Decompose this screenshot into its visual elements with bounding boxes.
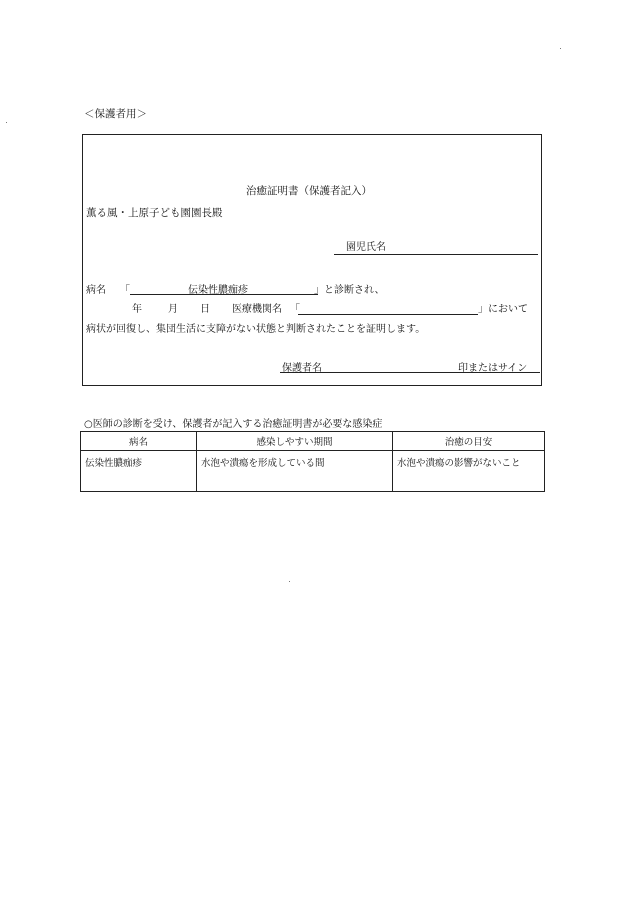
scan-speck <box>560 48 561 49</box>
day-label: 日 <box>200 304 210 315</box>
header-label: ＜保護者用＞ <box>84 108 147 120</box>
disease-open-bracket: 「 <box>120 285 130 296</box>
child-name-line <box>334 254 538 255</box>
institution-open-bracket: 「 <box>290 304 300 315</box>
table-row <box>81 451 545 492</box>
diagnosed-text: 」と診断され、 <box>314 285 385 296</box>
header-period: 感染しやすい期間 <box>197 432 393 451</box>
header-guideline: 治癒の目安 <box>393 432 545 451</box>
infection-table <box>80 431 545 492</box>
child-name-label: 園児氏名 <box>346 242 386 253</box>
certificate-box <box>82 134 542 386</box>
disease-name: 伝染性膿痂疹 <box>188 285 248 296</box>
scan-speck <box>289 581 290 582</box>
disease-underline <box>130 294 318 295</box>
scan-speck <box>6 122 7 123</box>
guardian-line <box>280 372 540 373</box>
cell-period: 水泡や潰瘍を形成している間 <box>197 451 393 492</box>
infection-note: ○医師の診断を受け、保護者が記入する治癒証明書が必要な感染症 <box>84 419 383 430</box>
institution-underline <box>298 314 478 315</box>
certificate-title: 治癒証明書（保護者記入） <box>246 185 372 197</box>
cell-guideline-text: 水泡や潰瘍の影響がないこと <box>397 458 521 469</box>
statement-text: 病状が回復し、集団生活に支障がない状態と判断されたことを証明します。 <box>86 324 426 335</box>
cell-guideline <box>393 451 545 492</box>
guardian-label: 保護者名 <box>282 363 322 374</box>
header-disease: 病名 <box>81 432 197 451</box>
cell-disease: 伝染性膿痂疹 <box>81 451 197 492</box>
institution-close-text: 」において <box>478 304 528 315</box>
disease-label: 病名 <box>86 285 106 296</box>
table-header-row <box>81 432 545 451</box>
institution-label: 医療機関名 <box>232 304 282 315</box>
addressee: 薫る風・上原子ども園園長殿 <box>86 207 223 219</box>
seal-label: 印またはサイン <box>458 363 528 374</box>
month-label: 月 <box>168 304 178 315</box>
year-label: 年 <box>132 304 142 315</box>
